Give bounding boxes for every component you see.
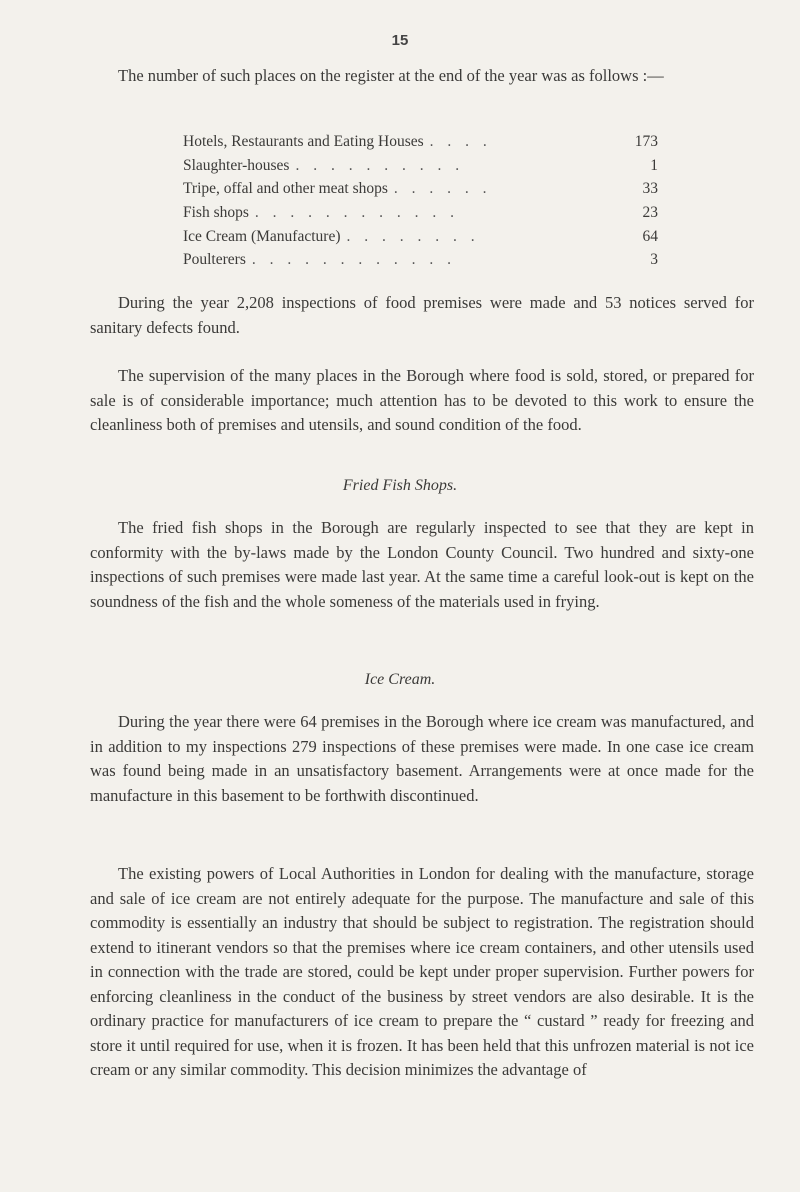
leader-dots: . . . . . . . . xyxy=(346,227,480,245)
register-label: Slaughter-houses xyxy=(183,157,295,174)
fried-fish-heading: Fried Fish Shops. xyxy=(342,477,458,494)
register-count: 33 xyxy=(642,180,658,198)
ice-cream-heading: Ice Cream. xyxy=(364,671,436,688)
table-row xyxy=(183,154,658,178)
register-label-cell xyxy=(183,130,618,154)
table-row xyxy=(183,248,658,272)
register-label: Tripe, offal and other meat shops xyxy=(183,180,394,197)
leader-dots: . . . . xyxy=(429,132,492,150)
table-row xyxy=(183,201,658,225)
register-label-cell xyxy=(183,177,618,201)
ice-cream-paragraph: During the year there were 64 premises in the Borough where ice cream was manufactured, and in addition to my inspections 279 inspections of these premises were made. In one case ice cream was found being made in an unsatisfactory basement. Arrangements were at once made for the manufacture in this basement to be forthwith discontinued. xyxy=(90,712,754,805)
table-row xyxy=(183,130,658,154)
leader-dots: . . . . . . . . . . xyxy=(295,156,465,174)
register-label: Fish shops xyxy=(183,204,255,221)
register-count: 23 xyxy=(642,203,658,221)
register-count: 1 xyxy=(650,156,658,174)
supervision-paragraph: The supervision of the many places in the Borough where food is sold, stored, or prepared for sale is of considerable importance; much attention has to be devoted to this work to ensure the cleanliness both of premises and utensils, and sound condition of the food. xyxy=(90,366,754,434)
register-label: Ice Cream (Manufacture) xyxy=(183,228,347,245)
leader-dots: . . . . . . . . . . . . xyxy=(251,251,456,269)
table-row xyxy=(183,225,658,249)
intro-paragraph: The number of such places on the register at the end of the year was as follows :— xyxy=(118,66,664,85)
register-count: 3 xyxy=(650,251,658,269)
register-table-body xyxy=(183,130,658,272)
register-label: Poulterers xyxy=(183,251,252,268)
register-count: 64 xyxy=(642,227,658,245)
register-table xyxy=(183,130,658,272)
leader-dots: . . . . . . xyxy=(393,180,492,198)
register-label-cell xyxy=(183,201,618,225)
page-number: 15 xyxy=(391,32,409,49)
register-count: 173 xyxy=(634,132,658,150)
fried-fish-paragraph: The fried fish shops in the Borough are regularly inspected to see that they are kept in conformity with the by-laws made by the London County Council. Two hundred and sixty-one inspections of such premises were made last year. At the same time a careful look-out is kept on the soundness of the fish and the whole someness of the materials used in frying. xyxy=(90,518,754,611)
register-label-cell xyxy=(183,225,618,249)
register-label-cell xyxy=(183,248,618,272)
register-label: Hotels, Restaurants and Eating Houses xyxy=(183,133,430,150)
leader-dots: . . . . . . . . . . . . xyxy=(254,203,460,221)
inspections-paragraph: During the year 2,208 inspections of food premises were made and 53 notices served for sanitary defects found. xyxy=(90,293,754,337)
table-row xyxy=(183,177,658,201)
powers-paragraph: The existing powers of Local Authorities in London for dealing with the manufacture, storage and sale of ice cream are not entirely adequate for the purpose. The manufacture and sale of this commodity is essentially an industry that should be subject to registration. The registration should extend to itinerant vendors so that the premises where ice cream containers, and other utensils used in connection with the trade are stored, could be kept under proper supervision. Further powers for enforcing cleanliness in the conduct of the business by street vendors are also desirable. It is the ordinary practice for manufacturers of ice cream to prepare the “ custard ” ready for freezing and store it until required for use, when it is frozen. It has been held that this unfrozen material is not ice cream or any similar commodity. This decision minimizes the advantage of xyxy=(90,864,754,1079)
register-label-cell xyxy=(183,154,618,178)
